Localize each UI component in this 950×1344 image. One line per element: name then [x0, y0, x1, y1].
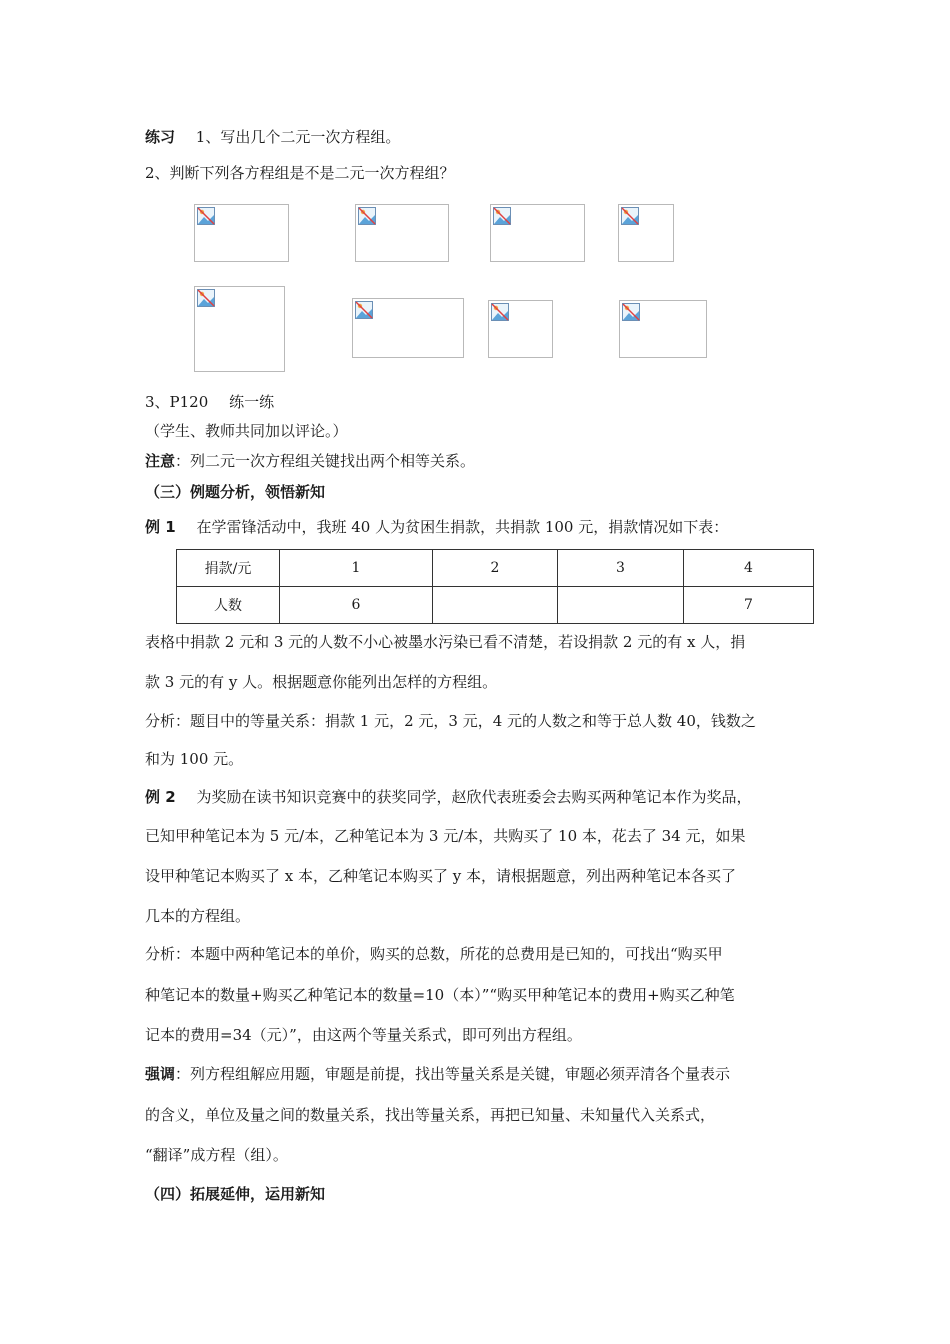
table-cell: 7	[684, 587, 814, 624]
example-2-line-3: 设甲种笔记本购买了 x 本，乙种笔记本购买了 y 本，请根据题意，列出两种笔记本各买了	[145, 867, 737, 885]
broken-image-icon	[197, 207, 215, 225]
broken-image-icon	[622, 303, 640, 321]
practice-q3-ref: 3、P120	[145, 393, 209, 411]
table-row	[177, 587, 814, 624]
practice-comment: （学生、教师共同加以评论。）	[145, 422, 348, 440]
example-2-line-1	[145, 787, 751, 807]
example-2-analysis-1: 分析：本题中两种笔记本的单价，购买的总数，所花的总费用是已知的，可找出“购买甲	[145, 945, 723, 963]
example-2-text: 为奖励在读书知识竞赛中的获奖同学，赵欣代表班委会去购买两种笔记本作为奖品，	[196, 788, 752, 806]
equation-image-7	[488, 300, 553, 358]
practice-line-1	[145, 127, 400, 147]
practice-q3	[145, 392, 274, 412]
table-cell: 2	[433, 550, 558, 587]
example-2-line-4: 几本的方程组。	[145, 907, 251, 925]
donation-table	[176, 549, 814, 624]
table-cell: 1	[280, 550, 433, 587]
example-1-analysis-2: 和为 100 元。	[145, 750, 244, 768]
table-cell: 捐款/元	[177, 550, 280, 587]
emphasis-line-3: “翻译”成方程（组）。	[145, 1146, 288, 1164]
example-1-line	[145, 517, 728, 537]
equation-image-5	[194, 286, 285, 372]
equation-image-2	[355, 204, 449, 262]
example-2-label: 例 2	[145, 788, 176, 806]
emphasis-text: ：列方程组解应用题，审题是前提，找出等量关系是关键，审题必须弄清各个量表示	[175, 1065, 731, 1083]
equation-image-3	[490, 204, 585, 262]
example-2-analysis-3: 记本的费用=34（元）”，由这两个等量关系式，即可列出方程组。	[145, 1026, 582, 1044]
broken-image-icon	[491, 303, 509, 321]
example-1-label: 例 1	[145, 518, 176, 536]
equation-image-6	[352, 298, 464, 358]
table-row	[177, 550, 814, 587]
note-label: 注意	[145, 452, 176, 470]
emphasis-line-1	[145, 1064, 730, 1084]
example-1-after-2: 款 3 元的有 y 人。根据题意你能列出怎样的方程组。	[145, 673, 498, 691]
emphasis-line-2: 的含义，单位及量之间的数量关系，找出等量关系，再把已知量、未知量代入关系式，	[145, 1106, 716, 1124]
example-2-analysis-2: 种笔记本的数量+购买乙种笔记本的数量=10（本）”“购买甲种笔记本的费用+购买乙种笔	[145, 986, 735, 1004]
example-2-line-2: 已知甲种笔记本为 5 元/本，乙种笔记本为 3 元/本，共购买了 10 本，花去了 34 元，如果	[145, 827, 746, 845]
table-cell: 人数	[177, 587, 280, 624]
note-text: ：列二元一次方程组关键找出两个相等关系。	[175, 452, 476, 470]
broken-image-icon	[355, 301, 373, 319]
broken-image-icon	[358, 207, 376, 225]
section-4-heading: （四）拓展延伸，运用新知	[145, 1185, 326, 1203]
table-cell: 3	[558, 550, 684, 587]
practice-q2: 2、判断下列各方程组是不是二元一次方程组？	[145, 164, 455, 182]
broken-image-icon	[197, 289, 215, 307]
table-cell	[433, 587, 558, 624]
equation-image-4	[618, 204, 674, 262]
example-1-after-1: 表格中捐款 2 元和 3 元的人数不小心被墨水污染已看不清楚，若设捐款 2 元的有 x 人，捐	[145, 633, 746, 651]
practice-q1: 1、写出几个二元一次方程组。	[195, 128, 401, 146]
practice-q3-title: 练一练	[229, 393, 275, 411]
equation-image-8	[619, 300, 707, 358]
emphasis-label: 强调	[145, 1065, 176, 1083]
table-cell: 6	[280, 587, 433, 624]
example-1-analysis-1: 分析：题目中的等量关系：捐款 1 元，2 元，3 元，4 元的人数之和等于总人数 40，钱数之	[145, 712, 756, 730]
equation-image-1	[194, 204, 289, 262]
example-1-text: 在学雷锋活动中，我班 40 人为贫困生捐款，共捐款 100 元，捐款情况如下表：	[196, 518, 729, 536]
practice-label: 练习	[145, 128, 176, 146]
section-3-heading: （三）例题分析，领悟新知	[145, 483, 326, 501]
broken-image-icon	[493, 207, 511, 225]
note-line	[145, 451, 475, 471]
table-cell: 4	[684, 550, 814, 587]
broken-image-icon	[621, 207, 639, 225]
table-cell	[558, 587, 684, 624]
